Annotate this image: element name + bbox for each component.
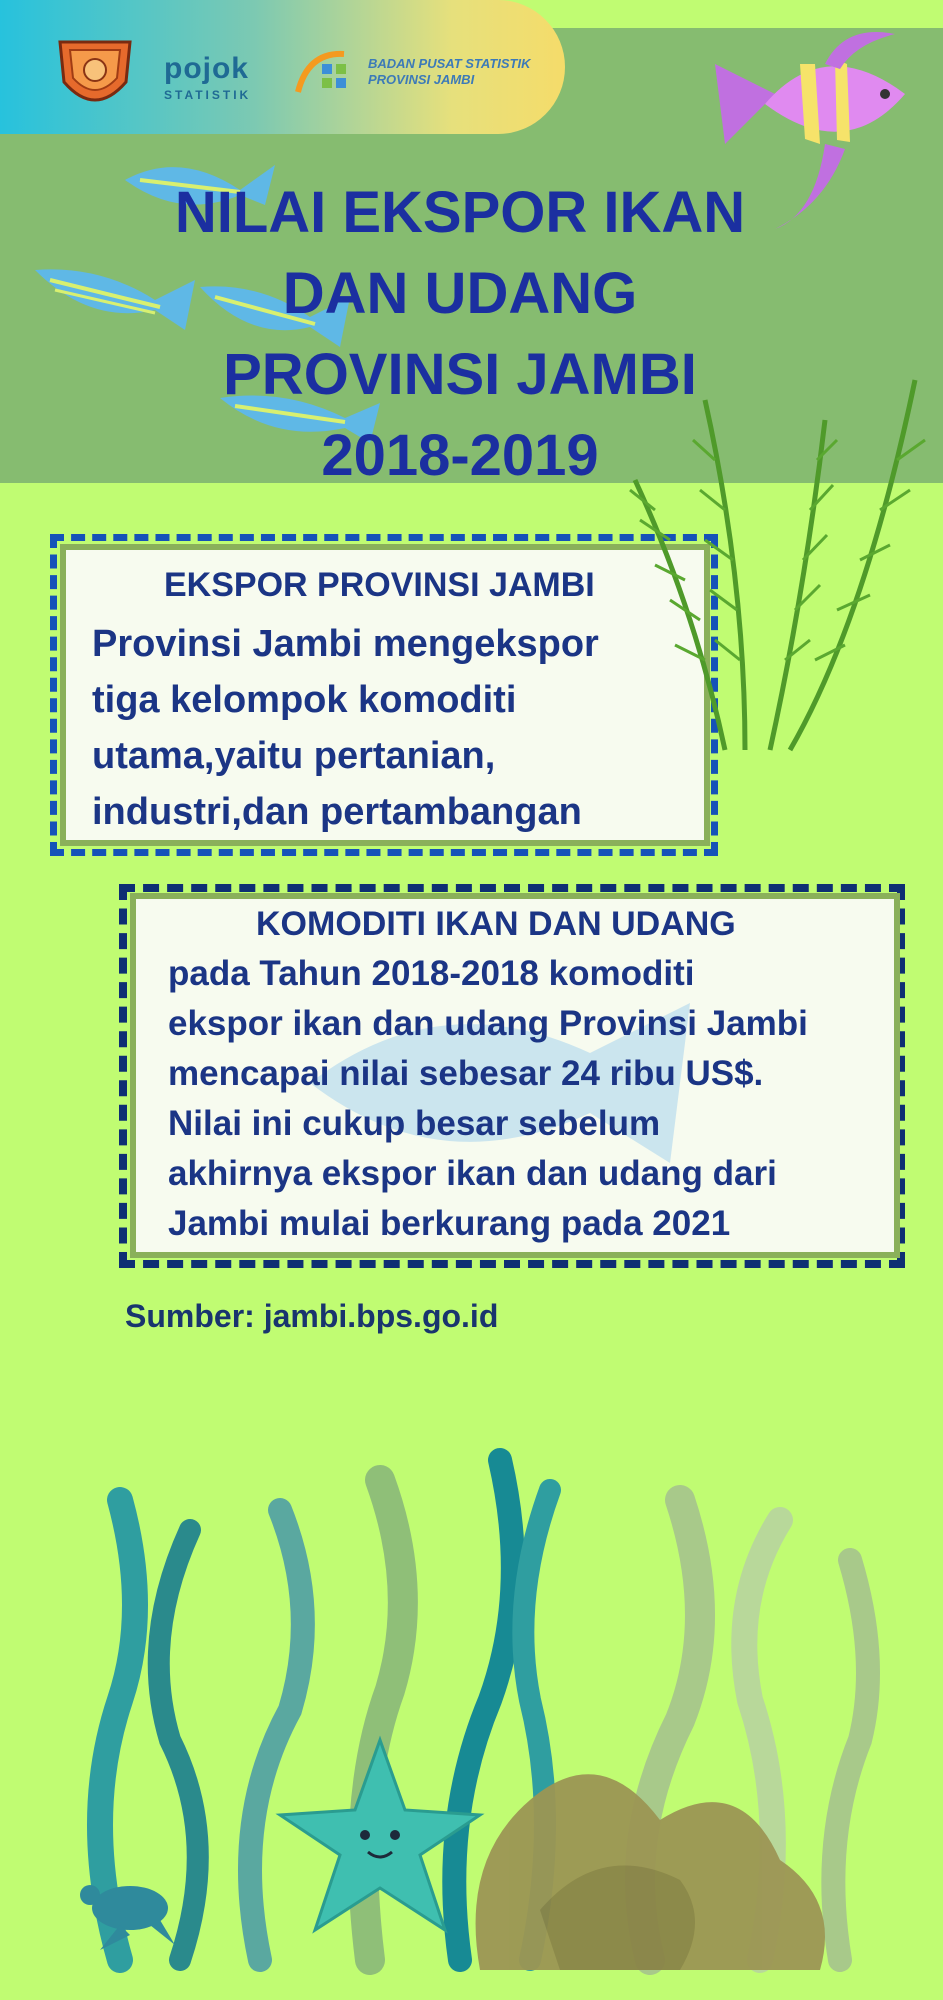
seaweed-scene-icon [60,1440,920,1980]
card-line: mencapai nilai sebesar 24 ribu US$. [168,1054,764,1093]
title-line: PROVINSI JAMBI [223,342,697,407]
title-line: NILAI EKSPOR IKAN [174,180,746,245]
bps-logo-text [368,56,531,88]
title-line: 2018-2019 [321,423,599,488]
pojok-statistik-logo [164,54,251,102]
seaweed-icon [575,360,943,760]
card-line: Nilai ini cukup besar sebelum [168,1104,661,1143]
bps-logo-icon [292,44,364,100]
source-text: Sumber: jambi.bps.go.id [125,1298,499,1334]
bps-province: PROVINSI JAMBI [368,72,475,87]
card-line: utama,yaitu pertanian, [92,735,496,777]
card-body [168,949,808,1249]
card-line: ekspor ikan dan udang Provinsi Jambi [168,1004,808,1043]
card-line: industri,dan pertambangan [92,791,582,833]
pojok-word: pojok [164,52,249,85]
fish-commodity-card [130,893,900,1258]
pojok-subtitle: STATISTIK [164,88,252,102]
card-body [92,616,599,840]
card-heading: EKSPOR PROVINSI JAMBI [164,566,595,604]
card-heading: KOMODITI IKAN DAN UDANG [256,905,736,943]
title-line: DAN UDANG [282,261,638,326]
card-line: Provinsi Jambi mengekspor [92,623,599,665]
card-line: tiga kelompok komoditi [92,679,517,721]
bps-name: BADAN PUSAT STATISTIK [368,56,531,71]
card-line: pada Tahun 2018-2018 komoditi [168,954,695,993]
university-emblem-icon [52,36,138,112]
card-line: akhirnya ekspor ikan dan udang dari [168,1154,777,1193]
card-line: Jambi mulai berkurang pada 2021 [168,1204,731,1243]
